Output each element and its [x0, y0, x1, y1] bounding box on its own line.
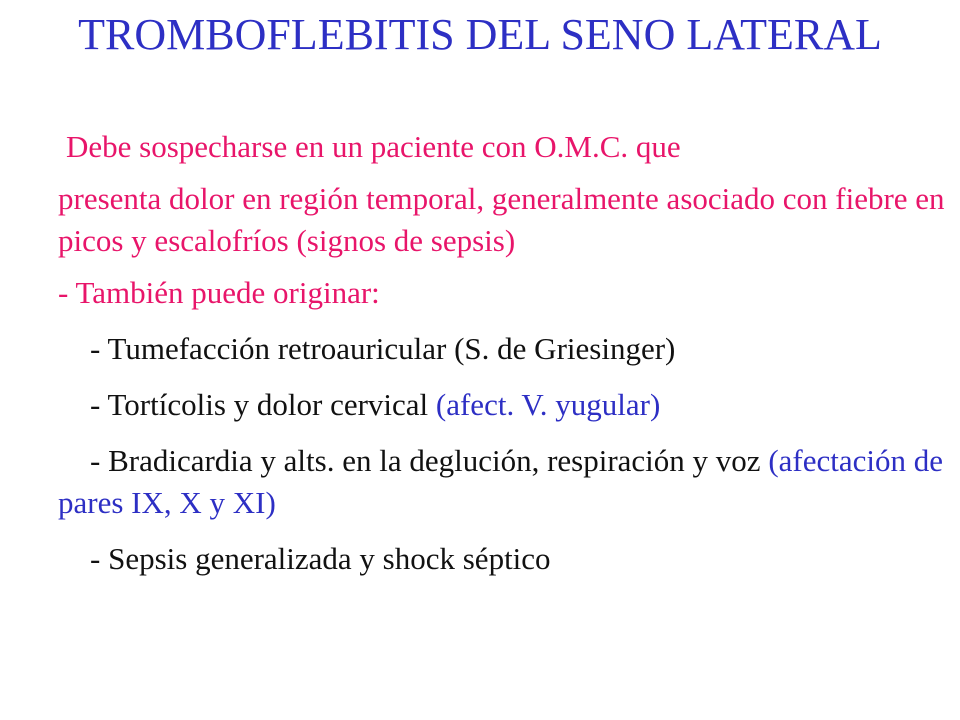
bullet-item-3-note: (afectación de pares IX, X y XI) — [58, 443, 943, 520]
bullet-item-4-text: - Sepsis generalizada y shock séptico — [90, 541, 551, 576]
slide-title: TROMBOFLEBITIS DEL SENO LATERAL — [78, 10, 882, 59]
bullet-item-2-text: - Tortícolis y dolor cervical — [90, 387, 436, 422]
lead-text: - También puede originar: — [58, 275, 380, 310]
intro-line-2: presenta dolor en región temporal, generalmente asociado con fiebre en picos y escalofríos (signos de sepsis) — [58, 181, 945, 258]
slide-body — [58, 126, 948, 594]
bullet-item-4 — [58, 538, 948, 580]
bullet-item-2 — [58, 384, 948, 426]
bullet-item-3-text: - Bradicardia y alts. en la deglución, respiración y voz — [90, 443, 769, 478]
bullet-item-1-text: - Tumefacción retroauricular (S. de Griesinger) — [90, 331, 676, 366]
bullet-item-3 — [58, 440, 948, 524]
bullet-item-1 — [58, 328, 948, 370]
bullet-item-2-note: (afect. V. yugular) — [435, 387, 661, 422]
intro-line-1: Debe sospecharse en un paciente con O.M.C. que — [66, 129, 681, 164]
